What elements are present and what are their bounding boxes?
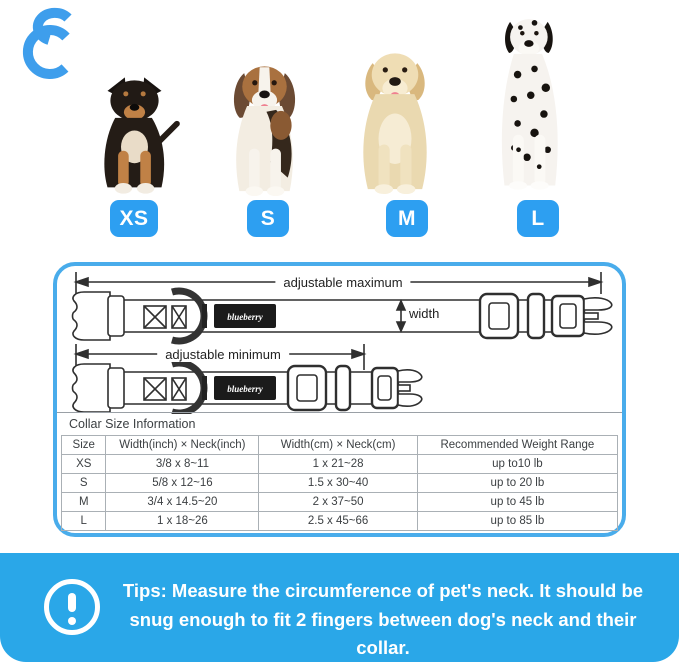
tips-text: Tips: Measure the circumference of pet's neck. It should be snug enough to fit 2 fingers between dog's neck and their collar. [122,580,644,659]
table-row-xs [62,455,618,474]
table-row-m [62,493,618,512]
collar-info-panel [53,262,626,537]
cell-weight: up to 20 lb [417,474,617,493]
tips-banner [0,553,679,662]
cell-cm: 2 x 37~50 [259,493,417,512]
cell-size: L [62,512,106,531]
col-header-weight: Recommended Weight Range [417,436,617,455]
size-badge-xs: XS [110,200,158,237]
collar-measurement-diagram [60,270,618,414]
collar-size-table [61,435,618,531]
table-row-s [62,474,618,493]
cell-inch: 5/8 x 12~16 [106,474,259,493]
size-badge-s: S [247,200,289,237]
dog-photo-m-golden-retriever [346,34,444,199]
label-adjustable-maximum: adjustable maximum [275,275,410,290]
cell-inch: 1 x 18~26 [106,512,259,531]
col-header-cm: Width(cm) × Neck(cm) [259,436,417,455]
dog-photo-s-beagle [216,46,313,201]
cell-inch: 3/8 x 8~11 [106,455,259,474]
dog-photo-xs-puppy [86,62,183,202]
collar-brand-tag-bottom: blueberry [227,384,263,394]
cell-inch: 3/4 x 14.5~20 [106,493,259,512]
table-row-l [62,512,618,531]
table-header-row [62,436,618,455]
panel-divider [57,412,622,413]
collar-line-art [60,270,618,414]
col-header-size: Size [62,436,106,455]
cell-size: M [62,493,106,512]
table-title: Collar Size Information [69,417,196,431]
cell-cm: 1.5 x 30~40 [259,474,417,493]
brand-logo-icon [16,4,78,88]
dog-photo-l-dalmatian [480,6,574,197]
cell-weight: up to10 lb [417,455,617,474]
label-width: width [409,306,440,321]
cell-cm: 1 x 21~28 [259,455,417,474]
size-badge-m: M [386,200,428,237]
col-header-inch: Width(inch) × Neck(inch) [106,436,259,455]
collar-brand-tag-top: blueberry [227,312,263,322]
cell-cm: 2.5 x 45~66 [259,512,417,531]
cell-size: S [62,474,106,493]
exclamation-circle-icon [44,579,100,635]
cell-weight: up to 85 lb [417,512,617,531]
cell-weight: up to 45 lb [417,493,617,512]
size-badge-l: L [517,200,559,237]
cell-size: XS [62,455,106,474]
label-adjustable-minimum: adjustable minimum [157,347,289,362]
